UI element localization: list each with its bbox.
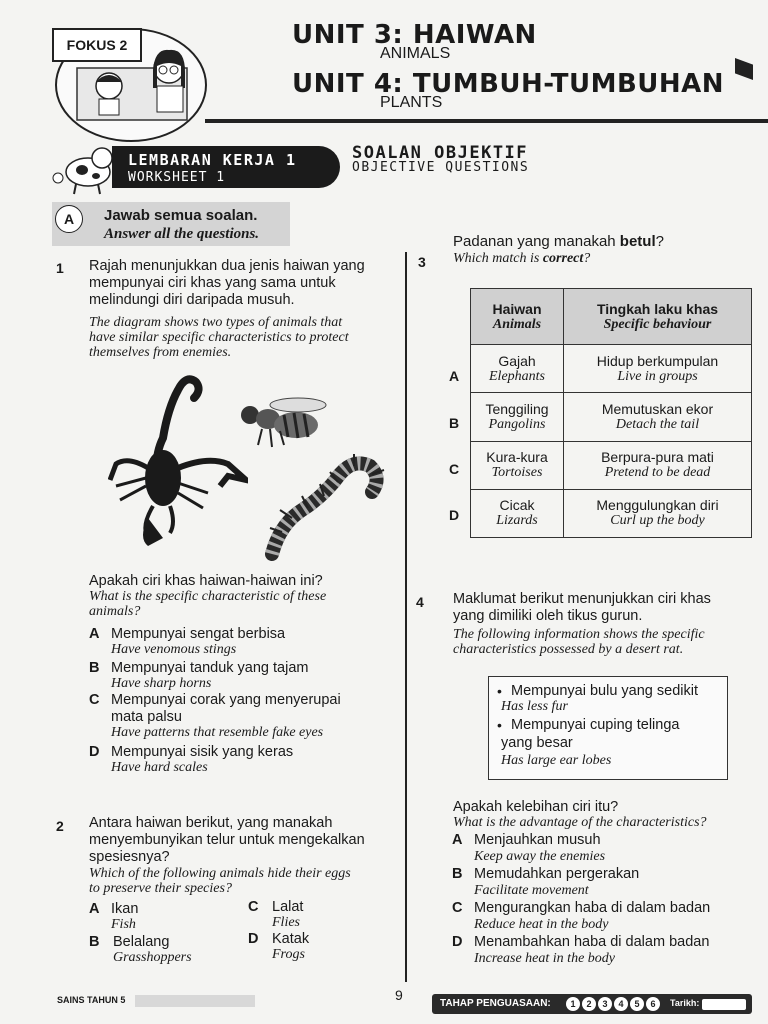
column-divider xyxy=(405,252,407,982)
level-4-circle[interactable]: 4 xyxy=(614,997,628,1011)
info-item-en: Has less fur xyxy=(501,699,568,714)
unit3-subtitle: ANIMALS xyxy=(380,45,451,62)
instruction-en: Answer all the questions. xyxy=(104,226,260,242)
level-6-circle[interactable]: 6 xyxy=(646,997,660,1011)
q2-text-ms: Antara haiwan berikut, yang manakah menyembunyikan telur untuk mengekalkan spesiesnya? xyxy=(89,815,365,865)
q4-number: 4 xyxy=(416,594,424,610)
level-5-circle[interactable]: 5 xyxy=(630,997,644,1011)
q2-option-a[interactable]: A Ikan Fish xyxy=(89,901,139,932)
q2-option-d[interactable]: D Katak Frogs xyxy=(248,931,310,962)
q1-ask-ms: Apakah ciri khas haiwan-haiwan ini? xyxy=(89,573,323,589)
q2-number: 2 xyxy=(56,818,64,834)
instruction-ms: Jawab semua soalan. xyxy=(104,207,258,224)
q2-option-c[interactable]: C Lalat Flies xyxy=(248,899,304,930)
table-row[interactable]: Cicak Lizards Menggulungkan diri Curl up the body xyxy=(471,489,752,537)
q4-text-en: The following information shows the specific characteristics possessed by a desert rat. xyxy=(453,627,705,657)
table-row[interactable]: Gajah Elephants Hidup berkumpulan Live in groups xyxy=(471,345,752,393)
table-row[interactable]: Tenggiling Pangolins Memutuskan ekor Detach the tail xyxy=(471,393,752,441)
level-1-circle[interactable]: 1 xyxy=(566,997,580,1011)
question-type-ms: SOALAN OBJEKTIF xyxy=(352,143,529,163)
bullet-icon: • xyxy=(497,683,502,699)
worksheet-title-en: WORKSHEET 1 xyxy=(128,170,226,185)
q3-text-ms: Padanan yang manakah betul? xyxy=(453,233,664,250)
q3-number: 3 xyxy=(418,254,426,270)
bee-image xyxy=(236,395,332,450)
header-rule xyxy=(205,119,768,123)
info-item-ms-cont: yang besar xyxy=(501,735,573,751)
info-item-ms: Mempunyai bulu yang sedikit xyxy=(511,683,698,699)
q4-options xyxy=(452,832,757,968)
date-label: Tarikh: xyxy=(670,998,700,1008)
info-item-ms: Mempunyai cuping telinga xyxy=(511,717,680,733)
centipede-image xyxy=(262,452,386,562)
date-field[interactable] xyxy=(702,999,746,1010)
q2-option-b[interactable]: B Belalang Grasshoppers xyxy=(89,934,192,965)
level-3-circle[interactable]: 3 xyxy=(598,997,612,1011)
scorpion-image xyxy=(108,368,248,548)
q4-info-box xyxy=(488,676,728,780)
q1-option-c[interactable]: C Mempunyai corak yang menyerupai mata palsu Have patterns that resemble fake eyes xyxy=(89,692,341,740)
q1-ask-en: What is the specific characteristic of these animals? xyxy=(89,589,327,619)
mastery-level-bar xyxy=(432,994,752,1014)
q3-text-en: Which match is correct? xyxy=(453,251,591,266)
q4-option-d[interactable]: D Menambahkan haba di dalam badan Increase heat in the body xyxy=(452,934,710,966)
q3-letter-d: D xyxy=(449,507,460,523)
table-row[interactable]: Kura-kura Tortoises Berpura-pura mati Pretend to be dead xyxy=(471,441,752,489)
question-type-en: OBJECTIVE QUESTIONS xyxy=(352,160,530,175)
q4-option-b[interactable]: B Memudahkan pergerakan Facilitate movement xyxy=(452,866,640,898)
fokus-label: FOKUS 2 xyxy=(52,28,142,62)
q1-option-b[interactable]: B Mempunyai tanduk yang tajam Have sharp horns xyxy=(89,660,309,691)
q1-option-d[interactable]: D Mempunyai sisik yang keras Have hard scales xyxy=(89,744,294,775)
book-title: SAINS TAHUN 5 xyxy=(57,995,126,1005)
q4-ask-en: What is the advantage of the characteristics? xyxy=(453,815,707,830)
page-number: 9 xyxy=(395,987,403,1003)
col-behaviour: Tingkah laku khas Specific behaviour xyxy=(564,289,752,345)
q4-ask-ms: Apakah kelebihan ciri itu? xyxy=(453,799,619,815)
page-corner-marker xyxy=(735,58,753,80)
q3-letter-c: C xyxy=(449,461,460,477)
q1-options xyxy=(89,626,399,776)
q3-match-table xyxy=(470,288,752,538)
info-item-en: Has large ear lobes xyxy=(501,753,612,768)
unit4-title: UNIT 4: TUMBUH-TUMBUHAN xyxy=(292,69,725,99)
q4-text-ms: Maklumat berikut menunjukkan ciri khas yang dimiliki oleh tikus gurun. xyxy=(453,591,711,624)
footer-band xyxy=(135,995,255,1007)
section-letter: A xyxy=(55,205,83,233)
worksheet-title-ms: LEMBARAN KERJA 1 xyxy=(128,151,297,169)
cow-icon xyxy=(50,142,118,198)
unit4-subtitle: PLANTS xyxy=(380,94,443,111)
q1-text-ms: Rajah menunjukkan dua jenis haiwan yang mempunyai ciri khas yang sama untuk melindungi diri daripada musuh. xyxy=(89,258,365,308)
q2-text-en: Which of the following animals hide their eggs to preserve their species? xyxy=(89,866,351,896)
worksheet-label xyxy=(112,146,340,188)
q1-option-a[interactable]: A Mempunyai sengat berbisa Have venomous stings xyxy=(89,626,286,657)
q4-option-c[interactable]: C Mengurangkan haba di dalam badan Reduce heat in the body xyxy=(452,900,711,932)
q3-letter-b: B xyxy=(449,415,460,431)
table-header-row xyxy=(471,289,752,345)
level-2-circle[interactable]: 2 xyxy=(582,997,596,1011)
mastery-level-label: TAHAP PENGUASAAN: xyxy=(440,998,551,1009)
q1-text-en: The diagram shows two types of animals that have similar specific characteristics to protect themselves from enemies. xyxy=(89,315,349,360)
col-animals: Haiwan Animals xyxy=(471,289,564,345)
q3-letter-a: A xyxy=(449,368,460,384)
unit3-title: UNIT 3: HAIWAN xyxy=(292,20,537,50)
bullet-icon: • xyxy=(497,717,502,733)
q4-option-a[interactable]: A Menjauhkan musuh Keep away the enemies xyxy=(452,832,606,864)
q1-number: 1 xyxy=(56,260,64,276)
